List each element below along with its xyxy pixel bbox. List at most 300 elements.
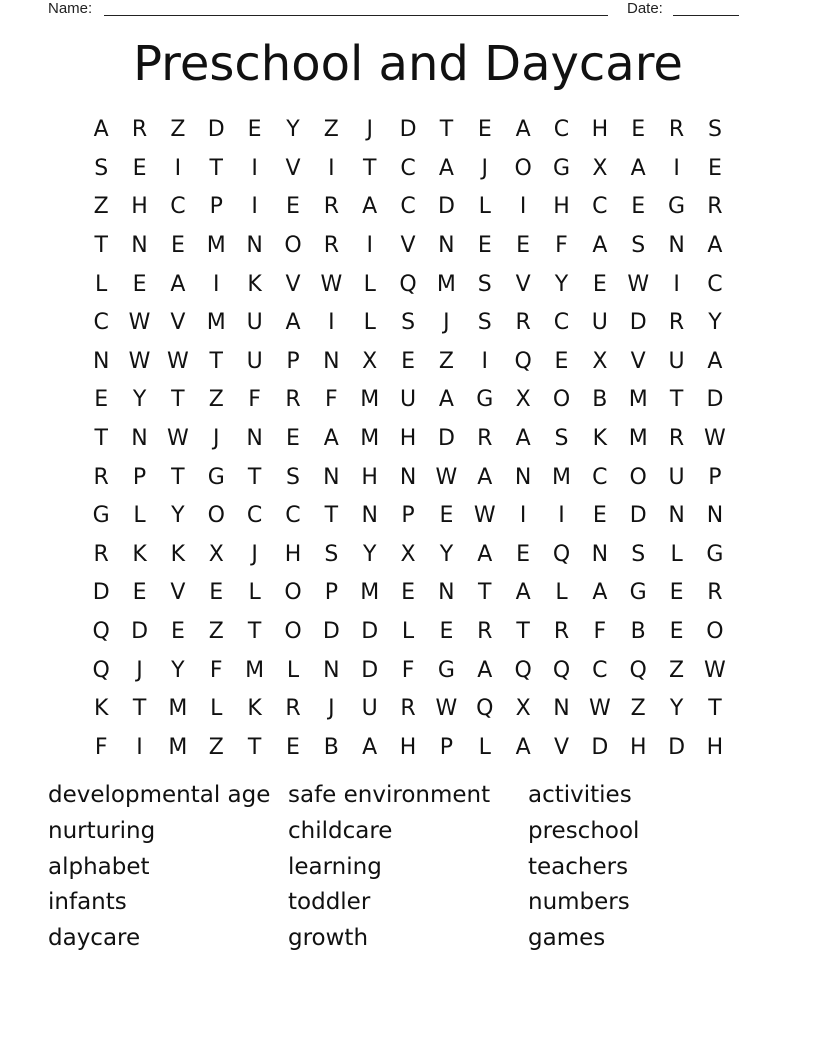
grid-cell: S [631, 233, 646, 259]
grid-cell: E [592, 503, 607, 529]
grid-cell: D [437, 426, 455, 452]
grid-cell: H [553, 194, 570, 220]
grid-cell: Y [132, 387, 147, 413]
word-list [48, 778, 768, 957]
grid-cell: S [401, 310, 416, 336]
grid-cell: H [131, 194, 148, 220]
word-column [48, 778, 288, 957]
grid-cell: Q [476, 696, 494, 722]
grid-cell: J [328, 696, 335, 722]
grid-cell: W [627, 271, 650, 297]
grid-cell: C [400, 194, 416, 220]
grid-cell: E [631, 117, 646, 143]
grid-cell: N [361, 503, 378, 529]
word-list-item: activities [528, 782, 632, 808]
grid-cell: P [439, 734, 454, 760]
grid-cell: E [94, 387, 109, 413]
grid-cell: A [285, 310, 301, 336]
grid-cell: N [706, 503, 724, 529]
grid-cell: O [207, 503, 225, 529]
grid-cell: P [286, 348, 300, 374]
grid-cell: M [360, 580, 380, 606]
grid-cell: U [246, 310, 263, 336]
word-list-item: safe environment [288, 782, 491, 808]
grid-cell: T [94, 426, 108, 452]
grid-cell: U [668, 464, 685, 490]
grid-cell: E [592, 271, 607, 297]
grid-cell: W [473, 503, 496, 529]
grid-cell: R [553, 619, 570, 645]
grid-cell: Q [552, 657, 571, 683]
grid-cell: Y [439, 541, 454, 567]
grid-cell: H [361, 464, 378, 490]
grid-cell: B [592, 387, 608, 413]
grid-cell: I [519, 194, 527, 220]
grid-cell: C [93, 310, 109, 336]
grid-cell: K [132, 541, 147, 567]
grid-cell: N [514, 464, 532, 490]
grid-cell: A [707, 233, 723, 259]
grid-cell: D [668, 734, 686, 760]
grid-cell: G [476, 387, 494, 413]
grid-cell: P [209, 194, 223, 220]
grid-cell: L [210, 696, 223, 722]
grid-cell: J [443, 310, 450, 336]
grid-cell: S [554, 426, 569, 452]
grid-cell: L [363, 310, 376, 336]
grid-row [82, 265, 734, 304]
grid-cell: D [131, 619, 149, 645]
grid-cell: I [366, 233, 373, 259]
grid-cell: R [93, 541, 109, 567]
grid-cell: E [477, 117, 492, 143]
grid-cell: A [170, 271, 186, 297]
header [48, 0, 748, 20]
grid-cell: P [132, 464, 147, 490]
grid-cell: Y [171, 503, 185, 529]
grid-cell: S [707, 117, 722, 143]
grid-cell: M [245, 657, 265, 683]
grid-cell: M [206, 233, 226, 259]
grid-cell: E [132, 155, 147, 181]
grid-cell: S [631, 541, 646, 567]
grid-cell: W [128, 310, 151, 336]
grid-cell: E [286, 426, 300, 452]
grid-cell: G [706, 541, 724, 567]
grid-cell: A [515, 734, 531, 760]
grid-cell: T [132, 696, 147, 722]
grid-cell: C [592, 657, 608, 683]
grid-cell: L [401, 619, 415, 645]
grid-cell: N [131, 233, 148, 259]
grid-cell: L [363, 271, 376, 297]
grid-cell: N [438, 233, 455, 259]
grid-cell: H [284, 541, 302, 567]
grid-cell: H [399, 426, 417, 452]
grid-cell: X [515, 387, 531, 413]
grid-cell: E [170, 619, 185, 645]
grid-cell: N [591, 541, 609, 567]
grid-cell: A [515, 426, 531, 452]
grid-cell: Z [208, 619, 224, 645]
letter-grid [82, 111, 734, 767]
grid-cell: J [481, 155, 489, 181]
grid-cell: N [668, 503, 685, 529]
grid-row [82, 458, 734, 497]
grid-cell: F [401, 657, 415, 683]
grid-cell: G [552, 155, 571, 181]
grid-cell: C [400, 155, 416, 181]
grid-cell: Q [399, 271, 417, 297]
grid-cell: Q [514, 348, 532, 374]
grid-cell: L [133, 503, 146, 529]
grid-cell: O [284, 580, 302, 606]
grid-cell: D [591, 734, 609, 760]
grid-cell: U [400, 387, 417, 413]
grid-cell: G [437, 657, 455, 683]
grid-cell: E [669, 619, 684, 645]
grid-cell: R [93, 464, 109, 490]
grid-cell: R [668, 310, 685, 336]
grid-cell: L [478, 734, 491, 760]
grid-cell: X [362, 348, 378, 374]
grid-cell: P [324, 580, 338, 606]
grid-cell: O [514, 155, 532, 181]
grid-cell: A [93, 117, 109, 143]
grid-cell: Z [630, 696, 646, 722]
grid-cell: T [209, 348, 223, 374]
grid-cell: Y [362, 541, 377, 567]
grid-cell: Q [552, 541, 571, 567]
grid-row [82, 420, 734, 459]
grid-cell: I [213, 271, 220, 297]
grid-cell: M [628, 426, 648, 452]
grid-cell: R [668, 426, 685, 452]
grid-cell: Z [323, 117, 339, 143]
grid-cell: E [132, 580, 147, 606]
grid-cell: M [360, 426, 380, 452]
grid-cell: V [170, 580, 186, 606]
word-column [288, 778, 528, 957]
grid-cell: W [435, 464, 458, 490]
grid-cell: T [669, 387, 684, 413]
grid-cell: X [208, 541, 224, 567]
grid-cell: H [591, 117, 609, 143]
grid-cell: N [553, 696, 570, 722]
grid-cell: L [248, 580, 261, 606]
page-title: Preschool and Daycare [133, 36, 683, 92]
grid-cell: D [92, 580, 110, 606]
grid-cell: G [668, 194, 686, 220]
grid-cell: L [95, 271, 108, 297]
word-list-item: games [528, 925, 606, 952]
grid-cell: I [174, 155, 182, 181]
grid-cell: F [593, 619, 607, 645]
grid-cell: R [131, 117, 148, 143]
grid-cell: I [136, 734, 143, 760]
grid-cell: U [246, 348, 263, 374]
grid-row [82, 150, 734, 189]
grid-cell: D [361, 619, 379, 645]
word-list-item: learning [288, 853, 382, 880]
grid-cell: O [284, 619, 302, 645]
grid-cell: Q [629, 657, 647, 683]
grid-cell: Y [708, 310, 722, 336]
grid-row [82, 497, 734, 536]
grid-cell: N [92, 348, 110, 374]
grid-cell: X [515, 696, 531, 722]
grid-cell: V [400, 233, 416, 259]
grid-cell: T [247, 619, 262, 645]
grid-cell: S [324, 541, 339, 567]
grid-cell: T [247, 734, 262, 760]
grid-row [82, 227, 734, 266]
grid-cell: D [706, 387, 724, 413]
word-list-item: childcare [288, 817, 393, 844]
grid-cell: E [669, 580, 684, 606]
grid-cell: C [553, 310, 570, 336]
grid-cell: Q [514, 657, 532, 683]
grid-cell: N [246, 426, 263, 452]
grid-cell: Z [208, 734, 224, 760]
grid-cell: Z [438, 348, 454, 374]
grid-cell: T [516, 619, 530, 645]
grid-cell: N [246, 233, 263, 259]
grid-cell: N [323, 348, 340, 374]
grid-cell: O [284, 233, 302, 259]
grid-row [82, 188, 734, 227]
grid-cell: E [516, 541, 531, 567]
grid-cell: G [207, 464, 225, 490]
grid-cell: A [477, 464, 493, 490]
grid-cell: D [629, 310, 647, 336]
word-list-item: infants [48, 889, 127, 916]
grid-cell: R [707, 194, 723, 220]
grid-cell: I [328, 310, 335, 336]
grid-cell: W [704, 426, 726, 452]
grid-cell: R [400, 696, 416, 722]
grid-cell: O [629, 464, 647, 490]
grid-cell: A [515, 580, 531, 606]
grid-cell: E [286, 194, 300, 220]
grid-cell: A [630, 155, 646, 181]
grid-cell: E [401, 348, 415, 374]
word-list-item: daycare [48, 925, 141, 952]
grid-cell: D [322, 619, 340, 645]
grid-cell: E [286, 734, 300, 760]
grid-cell: E [477, 233, 492, 259]
date-line [673, 0, 739, 16]
grid-cell: C [592, 464, 608, 490]
grid-cell: M [436, 271, 456, 297]
grid-cell: I [673, 155, 680, 181]
grid-cell: E [554, 348, 569, 374]
grid-cell: A [477, 657, 493, 683]
word-list-item: numbers [528, 889, 630, 916]
grid-cell: C [707, 271, 723, 297]
grid-cell: T [324, 503, 339, 529]
grid-cell: P [708, 464, 722, 490]
grid-cell: F [555, 233, 568, 259]
grid-row [82, 613, 734, 652]
grid-cell: C [246, 503, 263, 529]
grid-cell: Y [554, 271, 569, 297]
grid-cell: Q [92, 657, 110, 683]
grid-cell: T [209, 155, 223, 181]
grid-cell: R [477, 619, 493, 645]
grid-cell: T [247, 464, 262, 490]
grid-cell: R [323, 194, 339, 220]
grid-cell: N [438, 580, 455, 606]
grid-cell: A [323, 426, 339, 452]
grid-cell: W [167, 426, 189, 452]
grid-cell: R [515, 310, 531, 336]
grid-cell: E [170, 233, 185, 259]
grid-cell: U [361, 696, 378, 722]
grid-cell: S [477, 310, 492, 336]
grid-cell: Y [669, 696, 684, 722]
grid-cell: W [704, 657, 726, 683]
grid-cell: A [515, 117, 531, 143]
grid-cell: D [437, 194, 455, 220]
grid-cell: M [360, 387, 380, 413]
grid-row [82, 304, 734, 343]
grid-cell: X [592, 155, 608, 181]
grid-cell: T [171, 464, 185, 490]
grid-cell: I [558, 503, 565, 529]
grid-cell: D [629, 503, 647, 529]
grid-cell: T [439, 117, 454, 143]
word-list-item: developmental age [48, 782, 271, 808]
grid-cell: E [631, 194, 646, 220]
grid-cell: V [170, 310, 186, 336]
grid-row [82, 381, 734, 420]
grid-cell: E [439, 619, 454, 645]
grid-cell: Y [171, 657, 185, 683]
grid-cell: E [707, 155, 722, 181]
grid-cell: M [206, 310, 226, 336]
grid-cell: C [170, 194, 186, 220]
grid-cell: A [362, 194, 378, 220]
grid-cell: H [706, 734, 724, 760]
grid-cell: A [592, 580, 608, 606]
grid-cell: G [629, 580, 647, 606]
grid-cell: B [323, 734, 339, 760]
name-line [104, 0, 608, 16]
grid-cell: I [328, 155, 335, 181]
grid-cell: E [209, 580, 224, 606]
grid-cell: Z [669, 657, 685, 683]
grid-cell: I [481, 348, 489, 374]
grid-cell: Y [286, 117, 300, 143]
grid-cell: S [94, 155, 109, 181]
grid-row [82, 343, 734, 382]
word-list-item: alphabet [48, 853, 150, 880]
grid-cell: E [401, 580, 415, 606]
grid-cell: Z [208, 387, 224, 413]
grid-cell: W [167, 348, 189, 374]
grid-cell: M [168, 696, 188, 722]
grid-cell: E [439, 503, 454, 529]
grid-cell: K [170, 541, 186, 567]
grid-cell: D [207, 117, 225, 143]
grid-cell: K [247, 271, 262, 297]
grid-cell: U [591, 310, 608, 336]
grid-cell: C [285, 503, 301, 529]
grid-cell: T [362, 155, 377, 181]
grid-row [82, 111, 734, 150]
grid-cell: F [248, 387, 261, 413]
grid-cell: L [555, 580, 568, 606]
grid-cell: W [128, 348, 151, 374]
grid-cell: N [323, 657, 340, 683]
grid-cell: V [553, 734, 570, 760]
grid-cell: Z [93, 194, 109, 220]
grid-cell: H [629, 734, 647, 760]
grid-cell: K [247, 696, 262, 722]
grid-cell: L [670, 541, 683, 567]
grid-cell: E [247, 117, 262, 143]
grid-row [82, 574, 734, 613]
grid-cell: R [477, 426, 493, 452]
grid-cell: O [706, 619, 724, 645]
grid-cell: X [592, 348, 608, 374]
grid-cell: E [516, 233, 531, 259]
grid-cell: I [251, 155, 258, 181]
grid-cell: J [251, 541, 258, 567]
grid-cell: M [552, 464, 571, 490]
grid-cell: S [477, 271, 492, 297]
grid-cell: R [285, 387, 301, 413]
grid-cell: R [285, 696, 301, 722]
grid-cell: X [400, 541, 416, 567]
grid-cell: V [630, 348, 646, 374]
grid-row [82, 729, 734, 768]
grid-cell: N [399, 464, 417, 490]
grid-cell: T [171, 387, 185, 413]
word-column [528, 778, 768, 957]
grid-cell: T [708, 696, 722, 722]
grid-cell: J [136, 657, 143, 683]
grid-cell: U [668, 348, 685, 374]
grid-cell: C [592, 194, 608, 220]
grid-cell: A [438, 387, 454, 413]
grid-cell: A [362, 734, 378, 760]
grid-cell: T [478, 580, 492, 606]
grid-cell: L [478, 194, 491, 220]
grid-cell: W [435, 696, 458, 722]
grid-cell: D [399, 117, 417, 143]
word-list-item: teachers [528, 853, 629, 880]
grid-cell: O [552, 387, 571, 413]
grid-cell: I [673, 271, 680, 297]
grid-cell: N [668, 233, 685, 259]
grid-cell: J [213, 426, 220, 452]
grid-cell: Q [92, 619, 110, 645]
word-list-item: nurturing [48, 817, 156, 844]
grid-cell: M [168, 734, 188, 760]
grid-cell: A [438, 155, 454, 181]
grid-row [82, 690, 734, 729]
date-label: Date: [627, 0, 663, 17]
grid-cell: A [707, 348, 723, 374]
grid-cell: W [320, 271, 343, 297]
grid-cell: R [707, 580, 723, 606]
grid-cell: F [209, 657, 223, 683]
word-list-item: growth [288, 925, 369, 952]
grid-cell: M [628, 387, 648, 413]
grid-cell: N [323, 464, 340, 490]
